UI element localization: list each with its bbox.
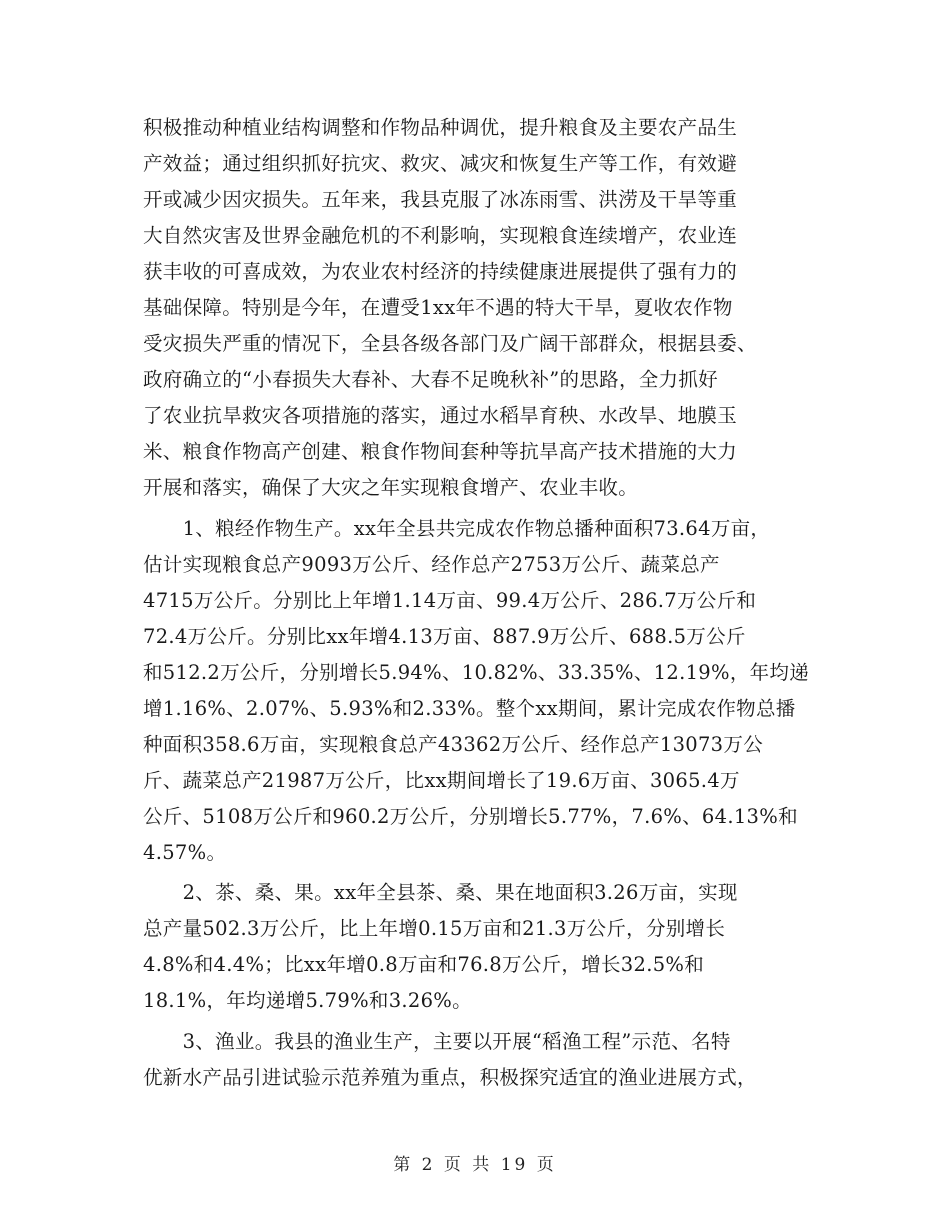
text-line: 开展和落实，确保了大灾之年实现粮食增产、农业丰收。 xyxy=(143,476,639,499)
text-line: 斤、蔬菜总产21987万公斤，比xx期间增长了19.6万亩、3065.4万 xyxy=(143,768,740,792)
text-line: 优新水产品引进试验示范养殖为重点，积极探究适宜的渔业进展方式， xyxy=(143,1065,757,1089)
text-line: 种面积358.6万亩，实现粮食总产43362万公斤、经作总产13073万公 xyxy=(143,732,763,756)
page-number-footer: 第 2 页 共 19 页 xyxy=(393,1155,557,1175)
text-line: 受灾损失严重的情况下，全县各级各部门及广阔干部群众，根据县委、 xyxy=(143,332,757,355)
text-line: 估计实现粮食总产9093万公斤、经作总产2753万公斤、蔬菜总产 xyxy=(143,552,720,576)
text-line: 积极推动种植业结构调整和作物品种调优，提升粮食及主要农产品生 xyxy=(143,116,738,139)
text-line: 4715万公斤。分别比上年增1.14万亩、99.4万公斤、286.7万公斤和 xyxy=(143,588,757,612)
text-line: 增1.16%、2.07%、5.93%和2.33%。整个xx期间，累计完成农作物总播 xyxy=(143,696,796,720)
text-line: 总产量502.3万公斤，比上年增0.15万亩和21.3万公斤，分别增长 xyxy=(143,917,726,940)
paragraph-first-line: 1、粮经作物生产。xx年全县共完成农作物总播种面积73.64万亩， xyxy=(143,516,771,540)
text-line: 了农业抗旱救灾各项措施的落实，通过水稻旱育秧、水改旱、地膜玉 xyxy=(143,404,738,427)
text-line: 获丰收的可喜成效，为农业农村经济的持续健康进展提供了强有力的 xyxy=(143,260,738,283)
text-line: 基础保障。特别是今年，在遭受1xx年不遇的特大干旱，夏收农作物 xyxy=(143,296,733,319)
text-line: 72.4万公斤。分别比xx年增4.13万亩、887.9万公斤、688.5万公斤 xyxy=(143,624,746,648)
text-line: 公斤、5108万公斤和960.2万公斤，分别增长5.77%，7.6%、64.13%和 xyxy=(143,804,798,828)
text-line: 产效益；通过组织抓好抗灾、救灾、减灾和恢复生产等工作，有效避 xyxy=(143,152,738,175)
text-line: 开或减少因灾损失。五年来，我县克服了冰冻雨雪、洪涝及干旱等重 xyxy=(143,188,738,211)
paragraph-first-line: 2、茶、桑、果。xx年全县茶、桑、果在地面积3.26万亩，实现 xyxy=(143,881,738,904)
text-line: 和512.2万公斤，分别增长5.94%、10.82%、33.35%、12.19%，年均递 xyxy=(143,660,810,684)
text-line: 4.8%和4.4%；比xx年增0.8万亩和76.8万公斤，增长32.5%和 xyxy=(143,953,705,976)
document-body xyxy=(143,110,823,1096)
paragraph-first-line: 3、渔业。我县的渔业生产，主要以开展“稻渔工程”示范、名特 xyxy=(143,1029,731,1053)
text-line: 18.1%，年均递增5.79%和3.26%。 xyxy=(143,989,472,1012)
text-line: 政府确立的“小春损失大春补、大春不足晚秋补”的思路，全力抓好 xyxy=(143,368,718,391)
text-line: 4.57%。 xyxy=(143,840,227,864)
text-line: 米、粮食作物高产创建、粮食作物间套种等抗旱高产技术措施的大力 xyxy=(143,440,738,463)
text-line: 大自然灾害及世界金融危机的不利影响，实现粮食连续增产，农业连 xyxy=(143,224,738,247)
